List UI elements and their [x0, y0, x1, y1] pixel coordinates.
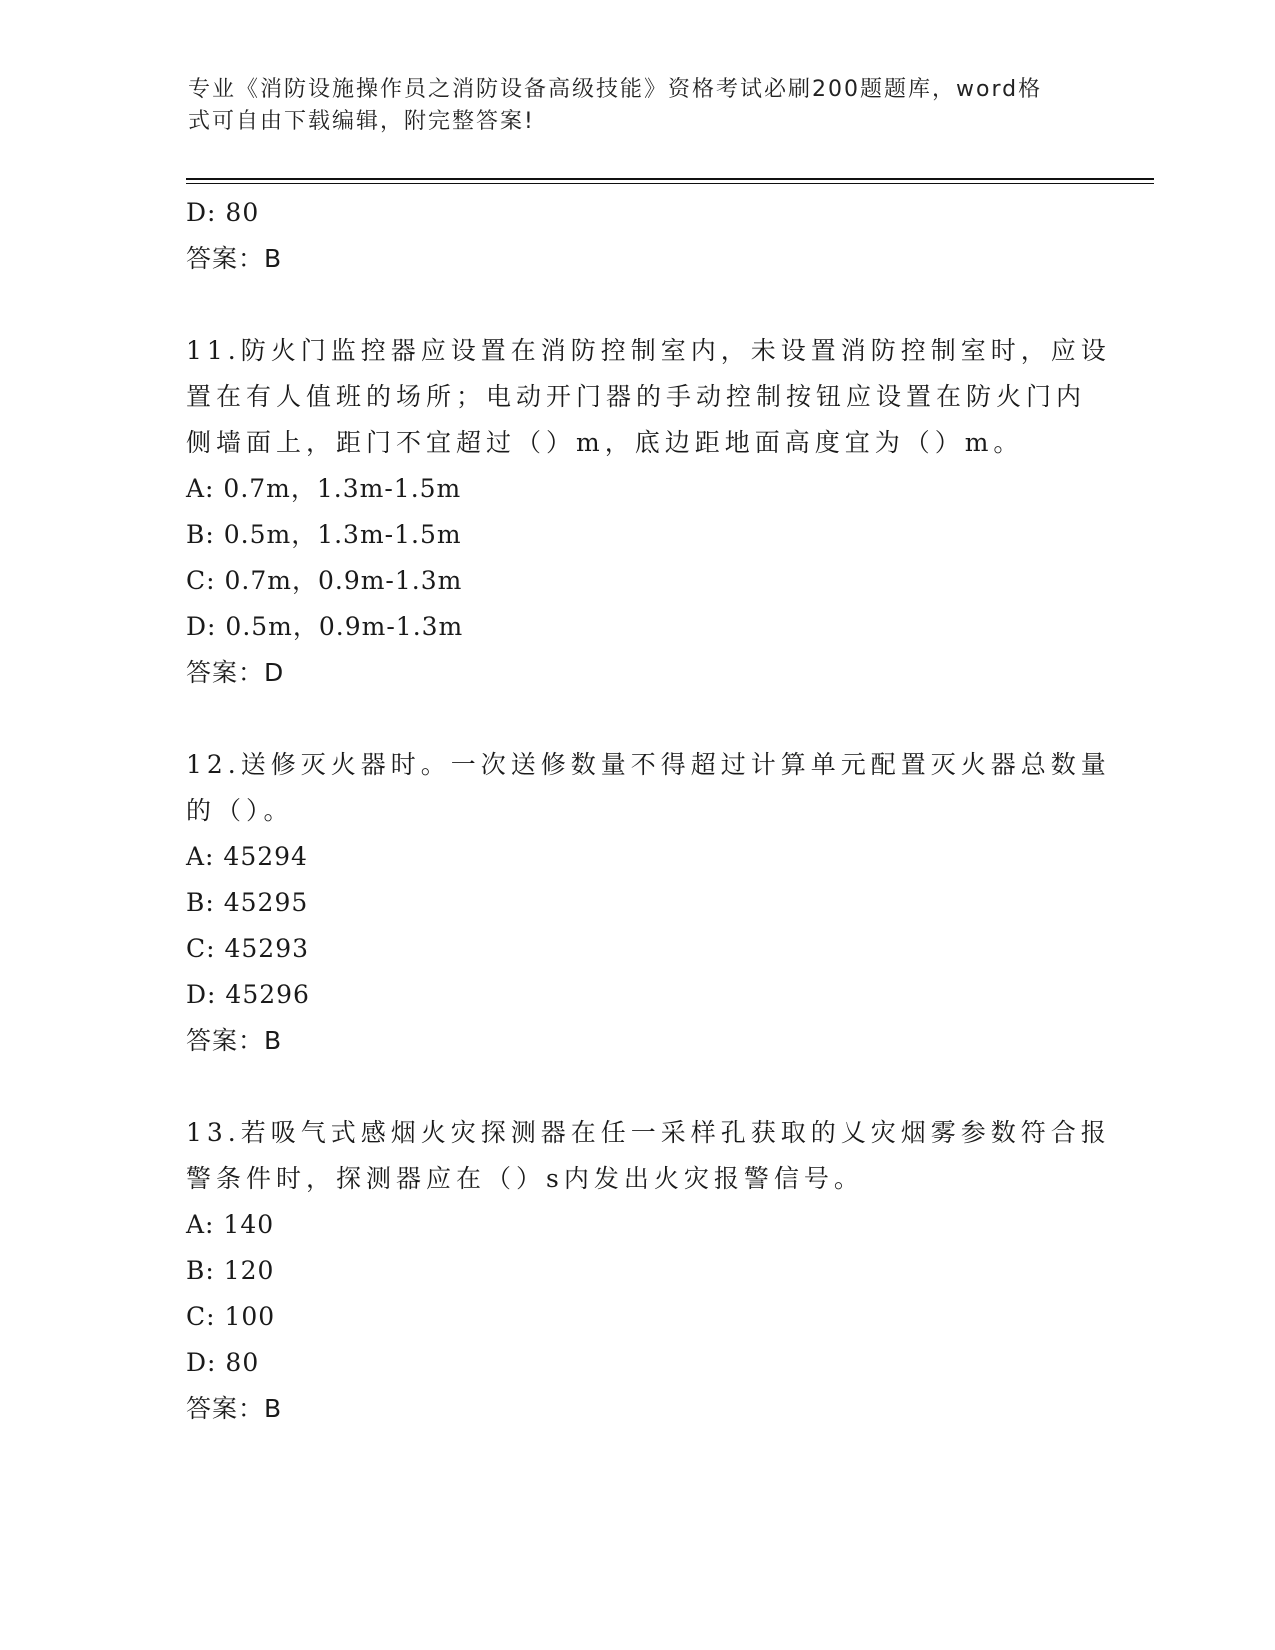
option-a: A: 0.7m，1.3m-1.5m	[186, 474, 462, 503]
header-divider-thick	[186, 178, 1154, 180]
spacer	[186, 282, 1086, 328]
question-11	[186, 328, 1111, 696]
option-c: C: 45293	[186, 934, 310, 963]
option-a: A: 140	[186, 1210, 275, 1239]
question-text-line: 侧墙面上，距门不宜超过（）m，底边距地面高度宜为（）m。	[186, 428, 1024, 457]
answer-line: 答案：D	[186, 658, 285, 687]
option-d: D: 45296	[186, 980, 310, 1009]
answer-line: 答案：B	[186, 244, 283, 273]
header-divider-thin	[186, 183, 1154, 184]
answer-line: 答案：B	[186, 1026, 283, 1055]
option-b: B: 0.5m，1.3m-1.5m	[186, 520, 462, 549]
option-d: D: 0.5m，0.9m-1.3m	[186, 612, 464, 641]
option-c: C: 100	[186, 1302, 276, 1331]
question-text-line: 置在有人值班的场所；电动开门器的手动控制按钮应设置在防火门内	[186, 382, 1087, 411]
option-d: D: 80	[186, 198, 260, 227]
option-d: D: 80	[186, 1348, 260, 1377]
option-c: C: 0.7m，0.9m-1.3m	[186, 566, 463, 595]
answer-line: 答案：B	[186, 1394, 283, 1423]
question-list	[186, 190, 1111, 1432]
option-b: B: 45295	[186, 888, 309, 917]
option-a: A: 45294	[186, 842, 308, 871]
question-text-line: 警条件时，探测器应在（）s内发出火灾报警信号。	[186, 1164, 864, 1193]
question-text-line: 12.送修灭火器时。一次送修数量不得超过计算单元配置灭火器总数量	[186, 750, 1111, 779]
page-header	[188, 74, 1068, 138]
question-12	[186, 742, 1111, 1064]
question-text-line: 的（）。	[186, 796, 294, 825]
question-text-line: 11.防火门监控器应设置在消防控制室内，未设置消防控制室时，应设	[186, 336, 1111, 365]
option-b: B: 120	[186, 1256, 275, 1285]
spacer	[186, 696, 1086, 742]
header-line-1: 专业《消防设施操作员之消防设备高级技能》资格考试必刷200题题库，word格	[188, 77, 1043, 102]
spacer	[186, 1064, 1086, 1110]
question-text-line: 13.若吸气式感烟火灾探测器在任一采样孔获取的乂灾烟雾参数符合报	[186, 1118, 1111, 1147]
header-line-2: 式可自由下载编辑，附完整答案!	[188, 109, 535, 134]
question-13	[186, 1110, 1111, 1432]
carryover-block	[186, 190, 1086, 282]
